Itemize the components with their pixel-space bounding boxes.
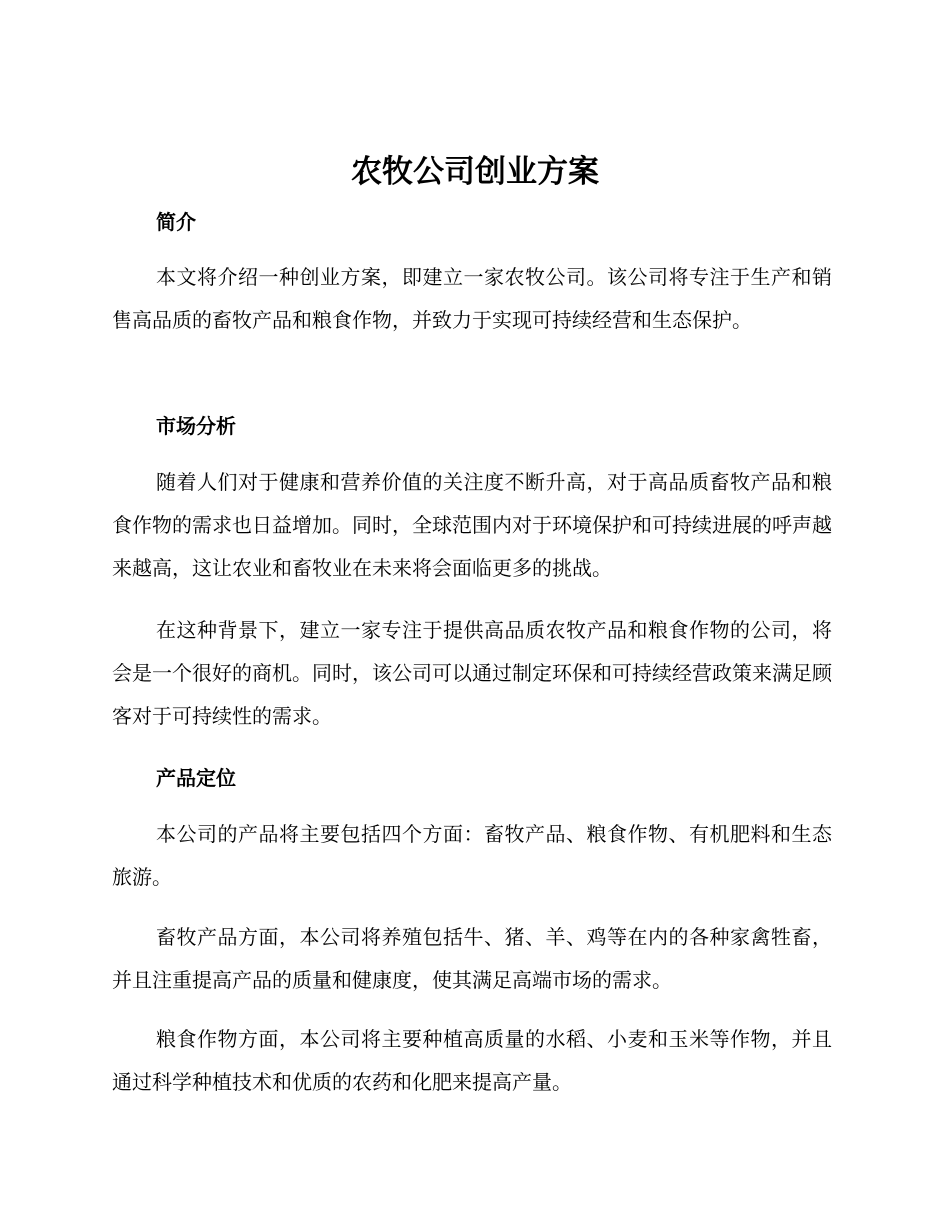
- paragraph-product-3: 粮食作物方面，本公司将主要种植高质量的水稻、小麦和玉米等作物，并且通过科学种植技术和优质的农药和化肥来提高产量。: [112, 1027, 832, 1094]
- document-title: 农牧公司创业方案: [351, 154, 599, 190]
- paragraph-product-2: 畜牧产品方面，本公司将养殖包括牛、猪、羊、鸡等在内的各种家禽牲畜，并且注重提高产品的质量和健康度，使其满足高端市场的需求。: [112, 925, 832, 992]
- paragraph-market-2: 在这种背景下，建立一家专注于提供高品质农牧产品和粮食作物的公司，将会是一个很好的商机。同时，该公司可以通过制定环保和可持续经营政策来满足顾客对于可持续性的需求。: [112, 618, 832, 728]
- paragraph-intro: 本文将介绍一种创业方案，即建立一家农牧公司。该公司将专注于生产和销售高品质的畜牧产品和粮食作物，并致力于实现可持续经营和生态保护。: [112, 265, 832, 332]
- paragraph-product-1: 本公司的产品将主要包括四个方面：畜牧产品、粮食作物、有机肥料和生态旅游。: [112, 822, 832, 889]
- section-heading-intro: 简介: [156, 210, 196, 234]
- section-heading-market-analysis: 市场分析: [156, 414, 236, 438]
- section-heading-product-positioning: 产品定位: [156, 766, 236, 790]
- paragraph-market-1: 随着人们对于健康和营养价值的关注度不断升高，对于高品质畜牧产品和粮食作物的需求也日益增加。同时，全球范围内对于环境保护和可持续进展的呼声越来越高，这让农业和畜牧业在未来将会面临更多的挑战。: [112, 470, 832, 580]
